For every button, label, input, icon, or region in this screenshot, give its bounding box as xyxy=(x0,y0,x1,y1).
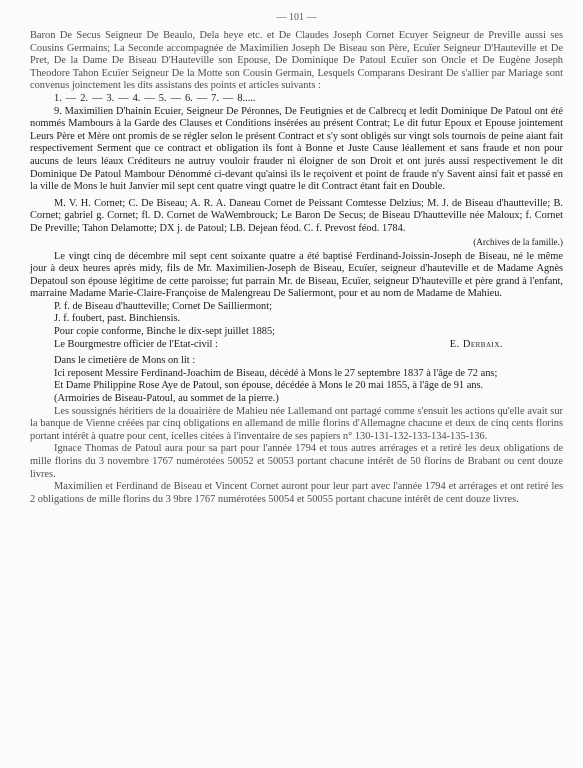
article-number: 5. xyxy=(158,92,167,104)
source-note: (Archives de la famille.) xyxy=(473,236,563,247)
paragraph-article-9: 9. Maximilien D'hainin Ecuier, Seigneur De Péronnes, De Feutignies et de Calbrecq et ledit Dominique De Patoul ont été nommés Mambours à la Garde des Clauses et Conditions insérées au présent Contrat; Le dit futur Epoux et Epouse jointement Leurs Père et Mère ont promis de se régler selon le présent Contract et s'y sont obligés sur vingt sols tournois de peine aiant fait respectivement Serment que ce contract et obligation ils font à Bonne et Juste Cause léallement et sans fraude et non pour aucuns de leurs léaux Créditeurs ne autruy vouloir frauder ni éloigner de son Droit et ont jurés aussi respectivement le dit Dominique De Patoul Mambour Dénommé ci-devant qu'ainsi ils le reçoivent et point de fraude n'y Savent ainsi fait et passé en la ville de Mons le huit Janvier mil sept cent quatre vingt quatre le dit Contract étant fait en Double. xyxy=(30,105,563,193)
cemetery-intro: Dans le cimetière de Mons on lit : xyxy=(54,355,196,367)
paragraph-share-biseau: Maximilien et Ferdinand de Biseau et Vincent Cornet auront pour leur part avec l'année 1794 et arrérages et ont retiré les 2 obligations de mille florins du 3 9bre 1767 numérotées 50054 et 50055 portant chacune intérêt de cent douze livres. xyxy=(30,481,563,505)
paragraph-signatories: M. V. H. Cornet; C. De Biseau; A. R. A. Daneau Cornet de Peissant Comtesse Delzius; M. J. de Biseau d'hautteville; B. Cornet; gabriel g. Cornet; fl. D. Cornet de WaWembrouck; Le Baron De Secus; de Biseau D'hautteville née Maloux; f. Cornet De Preville; Tahon Delamotte; DX j. de Patoul; LB. Dejean féod. C. f. Prevost féod. 1784. xyxy=(30,197,563,234)
dash: — xyxy=(144,92,155,104)
paragraph-share-patoul: Ignace Thomas de Patoul aura pour sa part pour l'année 1794 et tous autres arrérages et a retiré les deux obligations de mille florins du 3 novembre 1767 numérotées 50052 et 50053 portant chacune intérêt de 50 florins de Brabant ou cent douze livres. xyxy=(30,443,563,480)
mayor-title: Le Bourgmestre officier de l'Etat-civil : xyxy=(54,338,218,350)
dash: — xyxy=(65,92,77,104)
mayor-name: E. Derbaix. xyxy=(449,338,503,350)
certification-line: Pour copie conforme, Binche le dix-sept juillet 1885; xyxy=(54,326,276,338)
article-number: 1. xyxy=(54,92,62,104)
article-number: 4. xyxy=(132,92,141,104)
dash: — xyxy=(222,92,234,104)
paragraph-inheritance: Les soussignés héritiers de la douairière de Mahieu née Lallemand ont partagé comme s'ensuit les actions qu'elle avait sur la banque de Vienne créées par cinq obligations en allemand de mille florins d'Allemagne chacune et deux de cinq cents florins portant intérêt à quatre pour cent, icelles citées à l'inventaire de ses papiers n° 130-131-132-133-134-135-136. xyxy=(30,405,563,442)
paragraph-contract-parties: Baron De Secus Seigneur De Beaulo, Dela heye etc. et De Claudes Joseph Cornet Ecuyer Seigneur de Preville aussi ses Cousins Germains; La Seconde accompagnée de Maximilien Joseph De Biseau son Père, Ecuïer Seigneur D'Hauteville et De Pret, De la Dame De Biseau D'Hauteville son Epouse, De Dominique De Patoul Ecuïer son Oncle et De Eugène Joseph Theodore Tahon Ecuïer Seigneur De la Motte son Cousin Germain, Lesquels Comparans Desirant De s'allier par Mariage sont convenus joinctement les dits assistans des points et articles suivants : xyxy=(30,30,563,92)
article-number: 6. xyxy=(184,92,193,104)
paragraph-baptism: Le vingt cinq de décembre mil sept cent soixante quatre a été baptisé Ferdinand-Joissin-Joseph de Biseau, né le même jour à deux heures après midy, fils de Mr. Maximilien-Joseph de Biseau, Ecuïer, seigneur d'hauteville et de Madame Agnès Depatoul son épouse légitime de cette paroisse; fut parrain Mr. de Biseau, Ecuïer, seigneur D'hauteville et père grand à l'enfant, marraine Madame Marie-Claire-Françoise de Malengreau De Saliermont, pour et au nom de Madame de Mahieu. xyxy=(30,250,563,300)
dash: — xyxy=(170,92,181,104)
dash: — xyxy=(196,92,208,104)
article-numbering xyxy=(30,93,563,106)
article-number: 8..... xyxy=(237,92,256,104)
article-number: 3. xyxy=(106,92,115,104)
epitaph-line: Ici reposent Messire Ferdinand-Joachim de Biseau, décédé à Mons le 27 septembre 1837 à l'âge de 72 ans; xyxy=(54,367,498,379)
signature-line: J. f. foubert, past. Binchiensis. xyxy=(54,313,181,325)
epitaph-line: Et Dame Philippine Rose Aye de Patoul, son épouse, décédée à Mons le 20 mai 1855, à l'âge de 91 ans. xyxy=(54,380,484,392)
epitaph-note: (Armoiries de Biseau-Patoul, au sommet de la pierre.) xyxy=(54,393,279,405)
dash: — xyxy=(118,92,129,104)
article-number: 2. xyxy=(80,92,88,104)
mayor-signature-row xyxy=(30,339,563,352)
page-number: — 101 — xyxy=(276,12,317,23)
article-number: 7. xyxy=(211,92,219,104)
dash: — xyxy=(91,92,103,104)
signature-line: P. f. de Biseau d'hautteville; Cornet De Sailliermont; xyxy=(54,300,273,312)
